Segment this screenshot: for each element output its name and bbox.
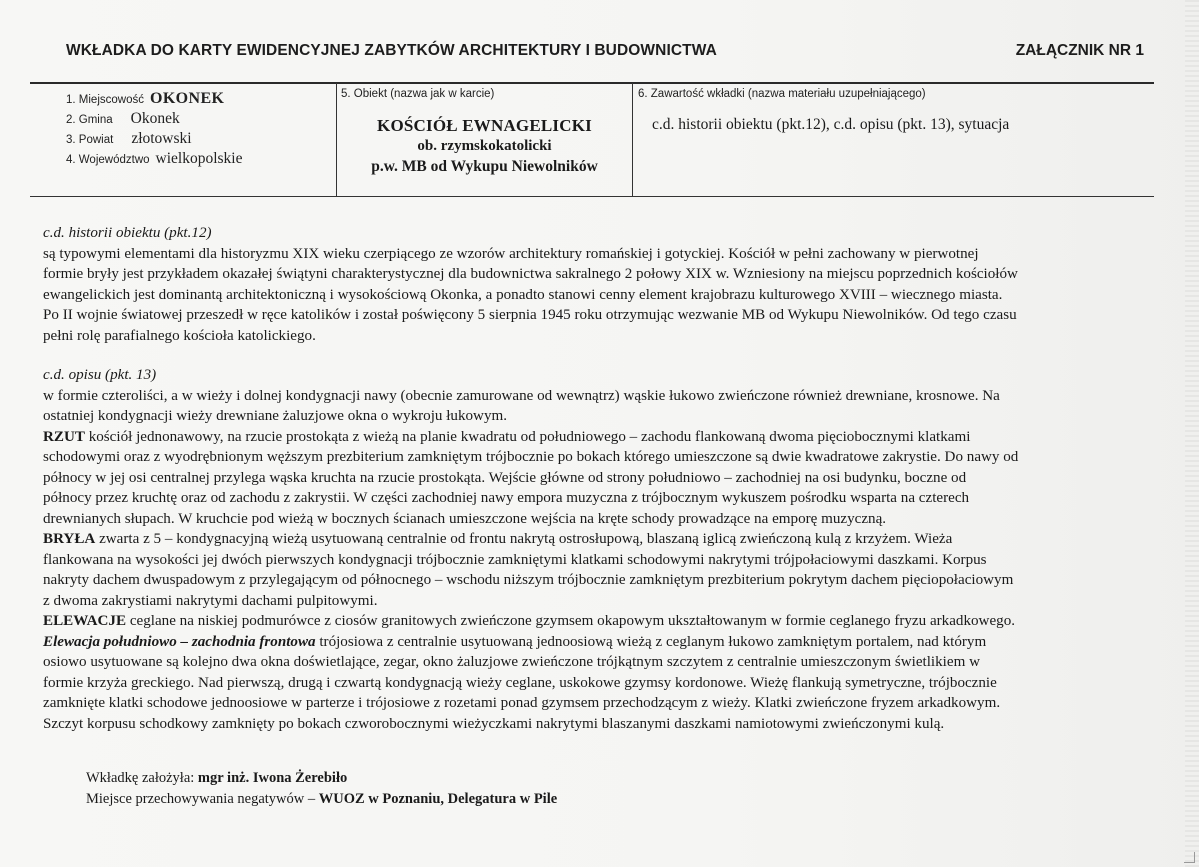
voivodeship-label: 4. Województwo <box>66 154 150 166</box>
county-label: 3. Powiat <box>66 134 114 146</box>
page-corner-mark <box>1184 852 1195 863</box>
frontal-text: trójosiowa z centralnie usytuowaną jednoosiową wieżą z ceglanym łukowo zamkniętym portalem, nad którym <box>315 633 987 650</box>
bryla-keyword: BRYŁA <box>43 531 96 547</box>
history-line: są typowymi elementami dla historyzmu XIX wieku czerpiącego ze wzorów architektury romańskiej i gotyckiej. Kościół w pełni zachowany w pierwotnej <box>43 245 979 262</box>
info-box-divider <box>30 196 1154 197</box>
document-title: WKŁADKA DO KARTY EWIDENCYJNEJ ZABYTKÓW ARCHITEKTURY I BUDOWNICTWA <box>66 42 717 59</box>
author-name: mgr inż. Iwona Żerebiło <box>197 770 348 786</box>
commune-label: 2. Gmina <box>66 114 113 126</box>
bryla-text: zwarta z 5 – kondygnacyjną wieżą usytuowaną centralnie od frontu nakrytą ostrosłupową, blaszaną iglicą zwieńczoną kulą z krzyżem. Wieża <box>95 531 953 547</box>
elewacje-text: ceglane na niskiej podmurówce z ciosów granitowych zwieńczone gzymsem okapowym ukształtowanym w formie ceglanego fryzu arkadkowego. <box>126 613 1016 629</box>
location-block <box>66 90 243 170</box>
contents-label: 6. Zawartość wkładki (nazwa materiału uzupełniającego) <box>638 88 926 100</box>
rzut-text: kościół jednonawowy, na rzucie prostokąta z wieżą na planie kwadratu od południowego – zachodu flankowaną dwoma pięciobocznymi klatkami <box>84 428 971 445</box>
elewacje-keyword: ELEWACJE <box>43 613 127 629</box>
description-line: ostatniej kondygnacji wieży drewniane żaluzjowe okna o wykroju łukowym. <box>43 408 508 424</box>
scan-edge <box>1185 0 1199 867</box>
object-name-line3: p.w. MB od Wykupu Niewolników <box>371 158 598 175</box>
footer <box>86 768 557 810</box>
history-heading: c.d. historii obiektu (pkt.12) <box>43 225 212 241</box>
frontal-line: zamknięte klatki schodowe jednoosiowe w parterze i trójosiowe z rozetami ponad gzymsem przechodzącym z wieży. Klatki zwieńczone fryzem arkadkowym. <box>43 695 1001 711</box>
storage-value: WUOZ w Poznaniu, Delegatura w Pile <box>318 791 558 807</box>
object-name-line1: KOŚCIÓŁ EWNAGELICKI <box>377 116 592 135</box>
bryla-line: z dwoma zakrystiami nakrytymi dachami pulpitowymi. <box>43 592 378 609</box>
history-line: ewangelickich jest dominantą architektoniczną i wysokościową Okonka, a ponadto stanowi cenny element krajobrazu kulturowego XVIII – wiecznego miasta. <box>43 286 1003 303</box>
rzut-keyword: RZUT <box>43 428 85 445</box>
frontal-keyword: Elewacja południowo – zachodnia frontowa <box>43 633 316 650</box>
description-section <box>43 365 1150 734</box>
frontal-line: osiowo usytuowane są kolejno dwa okna doświetlające, zegar, okno żaluzjowe zwieńczone trójkątnym szczytem z centralnie umieszczonym świetlikiem w <box>43 654 980 670</box>
bryla-line <box>43 529 1150 550</box>
header-divider <box>30 82 1154 84</box>
description-line: w formie czteroliści, a w wieży i dolnej kondygnacji nawy (obecnie zamurowane od wewnątrz) wąskie łukowo zwieńczone również drewniane, krosnowe. Na <box>43 387 1000 404</box>
frontal-line <box>43 632 1150 653</box>
author-line <box>86 768 557 789</box>
bryla-line: nakryty dachem dwuspadowym z przylegającym od północnego – wschodu niższym trójbocznie zamkniętym prezbiterium pokrytym dachem pięciopołaciowym <box>43 572 1014 588</box>
county-row <box>66 130 243 150</box>
author-label: Wkładkę założyła: <box>86 770 198 786</box>
storage-line <box>86 789 557 810</box>
history-line: pełni rolę parafialnego kościoła katolickiego. <box>43 327 316 344</box>
frontal-line: Szczyt korpusu schodkowy zamknięty po bokach czworobocznymi wieżyczkami nakrytymi blaszanymi daszkami namiotowymi zwieńczonymi kulą. <box>43 715 945 732</box>
rzut-line: północy przez kruchtę oraz od zachodu z zakrystii. W części zachodniej nawy empora muzyczna z trójbocznym wykuszem pośrodku wsparta na czterech <box>43 490 970 506</box>
history-section <box>43 223 1150 346</box>
town-row <box>66 90 243 110</box>
description-heading: c.d. opisu (pkt. 13) <box>43 367 157 383</box>
town-label: 1. Miejscowość <box>66 94 144 106</box>
object-name-line2: ob. rzymskokatolicki <box>417 138 552 154</box>
town-value: OKONEK <box>149 90 225 107</box>
frontal-line: formie krzyża greckiego. Nad pierwszą, drugą i czwartą kondygnacją wieży ceglane, uskokowe gzymsy kordonowe. Wieżę flankują symetryczne, trójbocznie <box>43 674 997 691</box>
rzut-line: drewnianych słupach. W kruchcie pod wieżą w bocznych ścianach umieszczone wejścia na kręte schody prowadzące na emporę muzyczną. <box>43 510 887 527</box>
annex-label: ZAŁĄCZNIK NR 1 <box>1015 42 1144 59</box>
rzut-line: północy w jej osi centralnej przylega wąska kruchta na rzucie prostokąta. Wejście główne od strony południowo – zachodniej na osi budynku, boczne od <box>43 469 967 486</box>
elewacje-line <box>43 611 1150 632</box>
county-value: złotowski <box>131 130 192 147</box>
column-divider-2 <box>632 83 633 197</box>
storage-label: Miejsce przechowywania negatywów – <box>86 791 319 807</box>
contents-value: c.d. historii obiektu (pkt.12), c.d. opisu (pkt. 13), sytuacja <box>652 116 1010 133</box>
commune-row <box>66 110 243 130</box>
voivodeship-value: wielkopolskie <box>155 150 243 167</box>
bryla-line: flankowana na wysokości jej dwóch pierwszych kondygnacji trójbocznie zamkniętymi klatkami schodowymi nakrytymi trójpołaciowymi daszkami. Korpus <box>43 551 987 568</box>
commune-value: Okonek <box>130 110 180 127</box>
rzut-line <box>43 427 1150 448</box>
voivodeship-row <box>66 150 243 170</box>
rzut-line: schodowymi oraz z wyodrębnionym węższym prezbiterium zamkniętym trójbocznie po bokach którego umieszczone są dwie kwadratowe zakrystie. Do nawy od <box>43 449 1019 465</box>
object-label: 5. Obiekt (nazwa jak w karcie) <box>341 88 495 100</box>
history-line: formie bryły jest przykładem okazałej świątyni charakterystycznej dla budownictwa sakralnego 2 połowy XIX w. Wzniesiony na miejscu poprzednich kościołów <box>43 266 1018 282</box>
history-line: Po II wojnie światowej przeszedł w ręce katolików i został poświęcony 5 sierpnia 1945 roku otrzymując wezwanie MB od Wykupu Niewolników. Od tego czasu <box>43 307 1017 323</box>
